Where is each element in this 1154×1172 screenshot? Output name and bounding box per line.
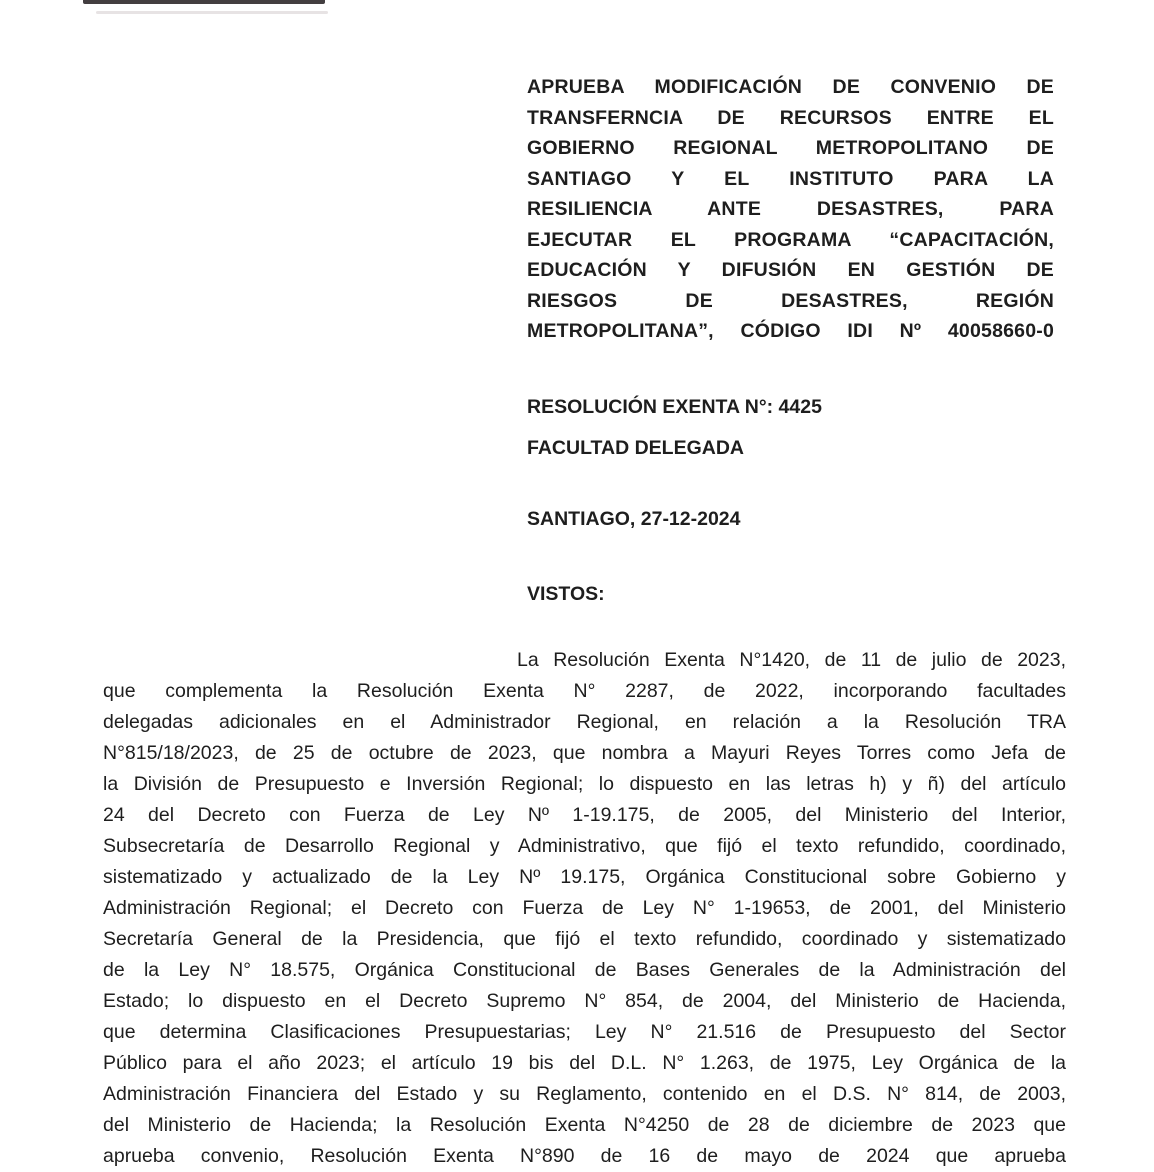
body-line: la División de Presupuesto e Inversión Regional; lo dispuesto en las letras h) y ñ) del artículo [103, 773, 1066, 795]
title-line: SANTIAGO Y EL INSTITUTO PARA LA [527, 167, 1054, 190]
title-line: RESILIENCIA ANTE DESASTRES, PARA [527, 198, 1054, 220]
body-line: aprueba convenio, Resolución Exenta N°890 de 16 de mayo de 2024 que aprueba [103, 1145, 1066, 1167]
vistos-paragraph [103, 645, 1066, 1172]
body-line: Administración Regional; el Decreto con Fuerza de Ley N° 1-19653, de 2001, del Ministerio [103, 897, 1066, 919]
title-line: EDUCACIÓN Y DIFUSIÓN EN GESTIÓN DE [527, 259, 1054, 281]
delegated-faculty-label: FACULTAD DELEGADA [527, 437, 745, 459]
title-line: METROPOLITANA”, CÓDIGO IDI Nº 40058660-0 [527, 320, 1054, 342]
body-line: de la Ley N° 18.575, Orgánica Constitucional de Bases Generales de la Administración del [103, 959, 1066, 981]
body-line: Estado; lo dispuesto en el Decreto Supremo N° 854, de 2004, del Ministerio de Hacienda, [103, 990, 1066, 1012]
body-line: Público para el año 2023; el artículo 19 bis del D.L. N° 1.263, de 1975, Ley Orgánica de la [103, 1052, 1066, 1074]
redacted-header-bar [83, 0, 325, 4]
title-line: RIESGOS DE DESASTRES, REGIÓN [527, 289, 1054, 312]
title-line: APRUEBA MODIFICACIÓN DE CONVENIO DE [527, 76, 1054, 98]
body-line: Secretaría General de la Presidencia, que fijó el texto refundido, coordinado y sistematizado [103, 928, 1066, 950]
scan-artifact-line [96, 11, 328, 14]
body-line: que complementa la Resolución Exenta N° 2287, de 2022, incorporando facultades [103, 680, 1066, 702]
body-line: 24 del Decreto con Fuerza de Ley Nº 1-19.175, de 2005, del Ministerio del Interior, [103, 804, 1066, 826]
body-line: sistematizado y actualizado de la Ley Nº 19.175, Orgánica Constitucional sobre Gobierno y [103, 866, 1066, 888]
title-line: TRANSFERNCIA DE RECURSOS ENTRE EL [527, 106, 1054, 129]
body-line: delegadas adicionales en el Administrador Regional, en relación a la Resolución TRA [103, 711, 1066, 733]
body-line: Subsecretaría de Desarrollo Regional y Administrativo, que fijó el texto refundido, coordinado, [103, 835, 1066, 857]
body-line: que determina Clasificaciones Presupuestarias; Ley N° 21.516 de Presupuesto del Sector [103, 1021, 1066, 1043]
body-line: del Ministerio de Hacienda; la Resolución Exenta N°4250 de 28 de diciembre de 2023 que [103, 1114, 1066, 1136]
title-line: GOBIERNO REGIONAL METROPOLITANO DE [527, 137, 1054, 159]
vistos-heading: VISTOS: [527, 583, 605, 605]
resolution-number: RESOLUCIÓN EXENTA N°: 4425 [527, 396, 822, 418]
body-line: N°815/18/2023, de 25 de octubre de 2023, que nombra a Mayuri Reyes Torres como Jefa de [103, 742, 1066, 764]
document-title [527, 72, 1054, 347]
body-line: Administración Financiera del Estado y su Reglamento, contenido en el D.S. N° 814, de 2003, [103, 1083, 1066, 1105]
place-and-date: SANTIAGO, 27-12-2024 [527, 508, 741, 530]
body-line: La Resolución Exenta N°1420, de 11 de julio de 2023, [517, 649, 1066, 671]
title-line: EJECUTAR EL PROGRAMA “CAPACITACIÓN, [527, 228, 1054, 251]
